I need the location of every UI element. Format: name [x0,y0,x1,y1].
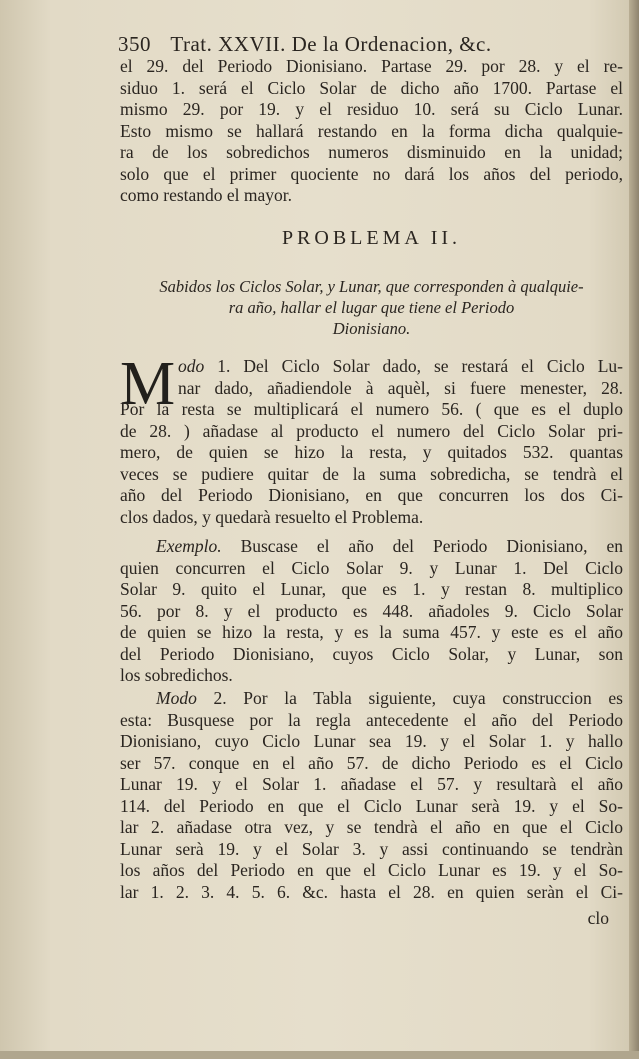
statement-line: Dionisiano. [332,319,411,338]
text-line: Por la resta se multiplicará el numero 56. ( que es el duplo [120,399,623,419]
text-line: clos dados, y quedarà resuelto el Problema. [120,506,424,527]
text-line: como restando el mayor. [120,185,293,205]
text-line: lar 1. 2. 3. 4. 5. 6. &c. hasta el 28. en quien seràn el Ci- [120,881,623,902]
running-head [118,32,588,57]
text-span: Buscase el año del Periodo Dionisiano, en [240,536,623,556]
problem-heading: PROBLEMA II. [281,227,462,249]
text-line: 114. del Periodo en que el Ciclo Lunar serà 19. y el So- [120,795,623,816]
exemplo-paragraph [120,536,623,687]
text-line: 56. por 8. y el producto es 448. añadoles 9. Ciclo Solar [120,600,623,621]
statement-line: Sabidos los Ciclos Solar, y Lunar, que corresponden à qualquie- [159,277,584,296]
text-line: Lunar serà 19. y el Solar 3. y assi continuando se tendràn [120,838,623,859]
text-line: siduo 1. será el Ciclo Solar de dicho año 1700. Partase el [120,77,623,98]
page-bottom-edge [0,1051,639,1059]
text-line [120,356,623,378]
page-number: 350 [118,32,151,56]
top-paragraph [120,56,623,207]
text-line: mismo 29. por 19. y el residuo 10. será su Ciclo Lunar. [120,99,623,119]
text-line: Solar 9. quito el Lunar, que es 1. y restan 8. multiplico [120,579,623,599]
text-line: mero, de quien se hizo la resta, y quitados 532. quantas [120,442,623,462]
modo-2-paragraph [120,688,623,903]
text-line: el 29. del Periodo Dionisiano. Partase 29. por 28. y el re- [120,56,623,76]
exemplo-label: Exemplo. [156,536,222,556]
text-line: veces se pudiere quitar de la suma sobredicha, se tendrà el [120,463,623,484]
catchword: clo [587,908,609,928]
text-line: Dionisiano, cuyo Ciclo Lunar sea 19. y el Solar 1. y hallo [120,731,623,751]
text-line: quien concurren el Ciclo Solar 9. y Lunar 1. Del Ciclo [120,557,623,578]
running-title: Trat. XXVII. De la Ordenacion, &c. [170,32,492,56]
text-line: Lunar 19. y el Solar 1. añadase el 57. y resultarà el año [120,774,623,794]
text-line: de 28. ) añadase al producto el numero del Ciclo Solar pri- [120,420,623,441]
text-line [120,688,623,710]
statement-line: ra año, hallar el lugar que tiene el Periodo [228,298,515,317]
text-line: esta: Busquese por la regla antecedente el año del Periodo [120,709,623,730]
text-line: nar dado, añadiendole à aquèl, si fuere menester, 28. [178,377,623,398]
text-line: año del Periodo Dionisiano, en que concurren los dos Ci- [120,485,623,505]
text-line: ra de los sobredichos numeros disminuido en la unidad; [120,142,623,162]
text-line: solo que el primer quociente no dará los años del periodo, [120,163,623,184]
text-line: los años del Periodo en que el Ciclo Lunar es 19. y el So- [120,860,623,880]
drop-cap: M [120,350,176,418]
text-span: 2. Por la Tabla siguiente, cuya construccion es [213,688,623,708]
text-line: Esto mismo se hallará restando en la forma dicha qualquie- [120,120,623,141]
text-span: 1. Del Ciclo Solar dado, se restará el Ciclo Lu- [217,356,624,376]
text-line: del Periodo Dionisiano, cuyos Ciclo Solar, y Lunar, son [120,643,623,664]
text-line: de quien se hizo la resta, y es la suma 457. y este es el año [120,622,623,642]
text-line: los sobredichos. [120,665,233,685]
modo-label: Modo [156,688,197,708]
text-line: lar 2. añadase otra vez, y se tendrà el año en que el Ciclo [120,817,623,837]
text-line [120,536,623,558]
modo-label: odo [178,356,205,376]
problem-statement [120,276,623,339]
text-line: ser 57. conque en el año 57. de dicho Periodo es el Ciclo [120,752,623,773]
page-gutter [629,0,639,1059]
modo-1-paragraph [120,350,624,528]
